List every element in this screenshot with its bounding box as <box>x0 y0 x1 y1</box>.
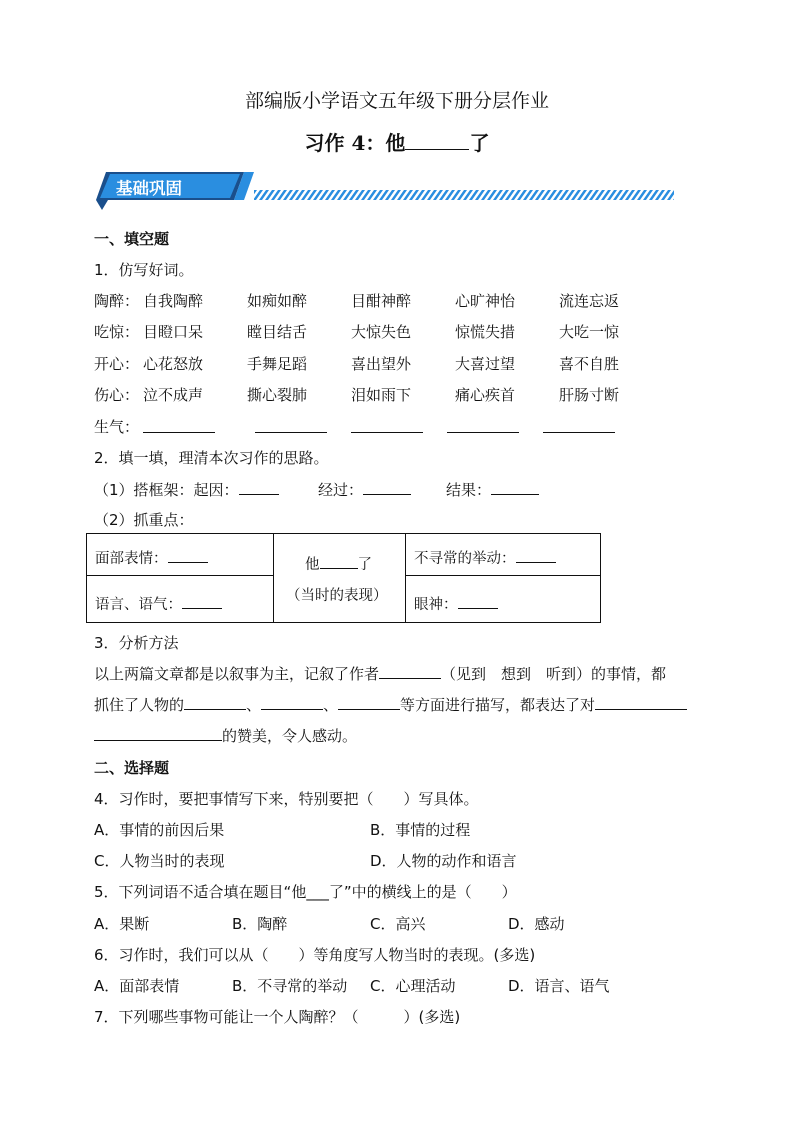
document-title: 部编版小学语文五年级下册分层作业 <box>244 90 549 112</box>
q3-line2: 抓住了人物的 、 、 等方面进行描写，都表达了对 <box>94 694 687 715</box>
q1-word: 自我陶醉 <box>143 292 204 310</box>
q1-row-label: 吃惊： <box>94 323 140 341</box>
q5-prompt: 5．下列词语不适合填在题目“他___了”中的横线上的是（ ） <box>94 883 517 901</box>
q2-cause-label: （1）搭框架：起因： <box>94 481 239 499</box>
q1-word: 泣不成声 <box>143 386 204 404</box>
action-blank[interactable] <box>516 548 556 564</box>
q5-option-a[interactable]: A．果断 <box>94 915 150 933</box>
q4-option-c[interactable]: C．人物当时的表现 <box>94 852 225 870</box>
q1-word: 惊慌失措 <box>455 323 516 341</box>
q3-line1: 以上两篇文章都是以叙事为主，记叙了作者 （见到 想到 听到）的事情，都 <box>94 665 667 683</box>
q6-option-c[interactable]: C．心理活动 <box>370 977 456 995</box>
table-cell-eyes: 眼神： <box>414 593 498 614</box>
q1-row-label: 生气： <box>94 418 140 436</box>
q2-process <box>318 479 411 500</box>
q1-word: 泪如雨下 <box>351 386 412 404</box>
table-cell-speech: 语言、语气： <box>95 593 222 614</box>
q6-option-b[interactable]: B．不寻常的举动 <box>232 977 348 995</box>
speech-blank[interactable] <box>182 594 222 610</box>
q1-row-label: 伤心： <box>94 386 140 404</box>
q2-framework <box>94 479 279 500</box>
q7-prompt: 7．下列哪些事物可能让一个人陶醉？（ ）(多选) <box>94 1008 461 1026</box>
q4-option-d[interactable]: D．人物的动作和语言 <box>370 852 517 870</box>
q1-word: 喜不自胜 <box>559 355 620 373</box>
q1-word: 如痴如醉 <box>247 292 308 310</box>
table-cell-action: 不寻常的举动： <box>414 547 556 568</box>
table-cell-center-top: 他 了 <box>305 553 372 574</box>
eyes-blank[interactable] <box>458 594 498 610</box>
q3-blank[interactable] <box>184 694 246 710</box>
q1-word: 大惊失色 <box>351 323 412 341</box>
q6-prompt: 6．习作时，我们可以从（ ）等角度写人物当时的表现。(多选) <box>94 946 536 964</box>
q1-blank[interactable] <box>447 432 519 433</box>
q5-option-d[interactable]: D．感动 <box>508 915 565 933</box>
q1-word: 撕心裂肺 <box>247 386 308 404</box>
table-cell-face: 面部表情： <box>95 547 208 568</box>
q3-blank[interactable] <box>94 725 222 741</box>
q1-blank[interactable] <box>255 432 327 433</box>
q3-blank[interactable] <box>379 663 441 679</box>
banner-label: 基础巩固 <box>116 179 182 198</box>
q5-option-b[interactable]: B．陶醉 <box>232 915 288 933</box>
q2-cause-blank[interactable] <box>239 479 279 495</box>
q1-word: 喜出望外 <box>351 355 412 373</box>
q6-option-d[interactable]: D．语言、语气 <box>508 977 610 995</box>
table-cell-center-bottom: （当时的表现） <box>286 588 388 604</box>
q6-option-a[interactable]: A．面部表情 <box>94 977 180 995</box>
section-heading-choice: 二、选择题 <box>94 759 170 777</box>
subtitle-prefix: 习作 4：他 <box>304 131 406 155</box>
q1-blank[interactable] <box>143 432 215 433</box>
q1-word: 手舞足蹈 <box>247 355 308 373</box>
q3-blank[interactable] <box>338 694 400 710</box>
q2-result <box>446 479 539 500</box>
q4-option-a[interactable]: A．事情的前因后果 <box>94 821 225 839</box>
q3-prompt: 3．分析方法 <box>94 634 179 652</box>
q1-word: 大喜过望 <box>455 355 516 373</box>
table-divider <box>86 575 274 576</box>
q1-blank[interactable] <box>543 432 615 433</box>
q1-word: 目酣神醉 <box>351 292 412 310</box>
table-divider <box>273 533 274 623</box>
q2-result-blank[interactable] <box>491 479 539 495</box>
q2-process-label: 经过： <box>318 481 364 499</box>
q3-line3: 的赞美，令人感动。 <box>94 725 357 746</box>
face-blank[interactable] <box>168 548 208 564</box>
q1-word: 痛心疾首 <box>455 386 516 404</box>
q1-row-label: 陶醉： <box>94 292 140 310</box>
q1-row-label: 开心： <box>94 355 140 373</box>
section-heading-fill: 一、填空题 <box>94 230 170 248</box>
subtitle-suffix: 了 <box>469 131 490 155</box>
q1-word: 瞠目结舌 <box>247 323 308 341</box>
q2-focus-label: （2）抓重点： <box>94 511 194 529</box>
q3-blank[interactable] <box>595 694 687 710</box>
banner-graphic <box>94 170 684 214</box>
subtitle-blank[interactable] <box>405 129 469 150</box>
q1-blank[interactable] <box>351 432 423 433</box>
q5-option-c[interactable]: C．高兴 <box>370 915 426 933</box>
q4-prompt: 4．习作时，要把事情写下来，特别要把（ ）写具体。 <box>94 790 479 808</box>
center-blank[interactable] <box>320 554 358 570</box>
q2-result-label: 结果： <box>446 481 492 499</box>
q1-prompt: 1．仿写好词。 <box>94 261 194 279</box>
q1-word: 肝肠寸断 <box>559 386 620 404</box>
q1-word: 目瞪口呆 <box>143 323 204 341</box>
q3-blank[interactable] <box>261 694 323 710</box>
q1-word: 心旷神怡 <box>455 292 516 310</box>
q2-process-blank[interactable] <box>363 479 411 495</box>
q2-prompt: 2．填一填，理清本次习作的思路。 <box>94 449 329 467</box>
section-banner <box>94 170 684 214</box>
q4-option-b[interactable]: B．事情的过程 <box>370 821 471 839</box>
q1-word: 流连忘返 <box>559 292 620 310</box>
table-divider <box>405 575 601 576</box>
table-divider <box>405 533 406 623</box>
q1-word: 心花怒放 <box>143 355 204 373</box>
q1-word: 大吃一惊 <box>559 323 620 341</box>
document-subtitle <box>0 127 794 156</box>
